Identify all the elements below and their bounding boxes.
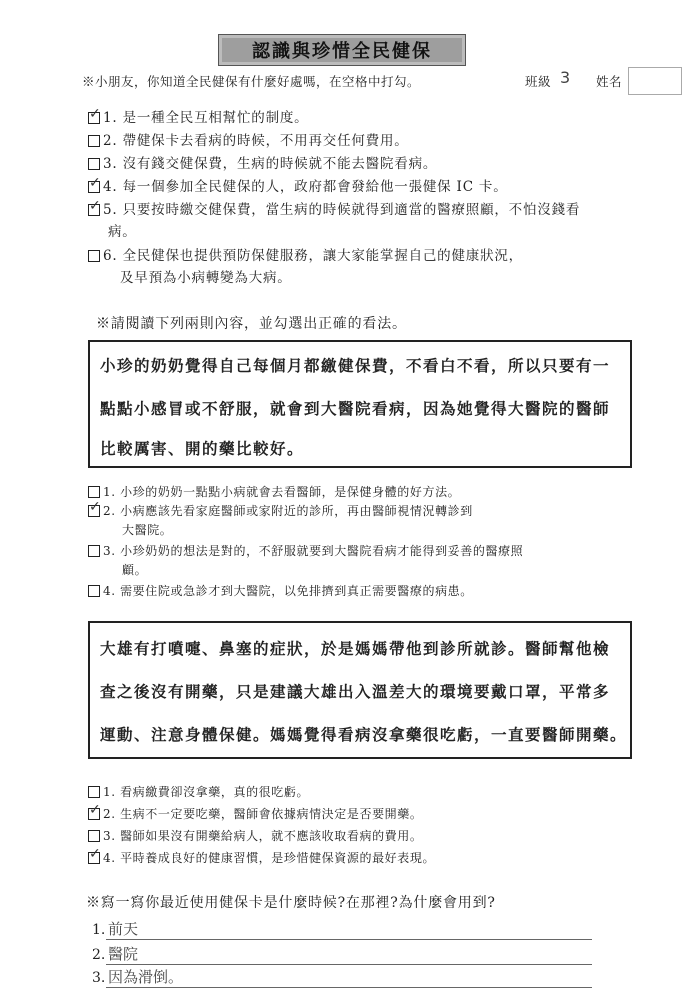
checkmark-icon: ✓ bbox=[89, 499, 102, 515]
page-title: 認識與珍惜全民健保 bbox=[218, 34, 466, 66]
instruction-text: ※小朋友，你知道全民健保有什麼好處嗎，在空格中打勾。 bbox=[82, 74, 421, 89]
p2-option-1[interactable]: 1. 看病繳費卻沒拿藥，真的很吃虧。 bbox=[88, 783, 309, 801]
p2-option-3[interactable]: 3. 醫師如果沒有開藥給病人，就不應該收取看病的費用。 bbox=[88, 827, 422, 845]
section2-instruction: ※請閱讀下列兩則內容，並勾選出正確的看法。 bbox=[96, 316, 407, 332]
p1-option-3[interactable]: 3. 小珍奶奶的想法是對的，不舒服就要到大醫院看病才能得到妥善的醫療照 bbox=[88, 542, 523, 560]
answer-number: 1. bbox=[92, 922, 106, 938]
s1-item-6[interactable]: 6. 全民健保也提供預防保健服務，讓大家能掌握自己的健康狀況， bbox=[88, 246, 523, 266]
checkbox[interactable] bbox=[88, 846, 102, 864]
checkbox[interactable] bbox=[88, 499, 102, 517]
answer-line-2[interactable] bbox=[92, 943, 592, 965]
s1-item-5-cont: 病。 bbox=[108, 224, 137, 240]
passage-2-line-2: 查之後沒有開藥，只是建議大雄出入溫差大的環境要戴口罩，平常多 bbox=[100, 682, 611, 701]
checkbox[interactable] bbox=[88, 250, 100, 262]
answer-underline bbox=[106, 964, 592, 965]
name-field[interactable] bbox=[628, 67, 682, 95]
passage-2-line-1: 大雄有打噴嚏、鼻塞的症狀，於是媽媽帶他到診所就診。醫師幫他檢 bbox=[100, 639, 611, 658]
checkmark-icon: ✓ bbox=[89, 846, 102, 862]
checkmark-icon: ✓ bbox=[89, 802, 102, 818]
answer-number: 3. bbox=[92, 970, 106, 986]
checkbox[interactable] bbox=[88, 106, 102, 124]
passage-1-line-2: 點點小感冒或不舒服，就會到大醫院看病，因為她覺得大醫院的醫師 bbox=[100, 399, 611, 418]
checkbox[interactable] bbox=[88, 198, 102, 216]
checkbox[interactable] bbox=[88, 830, 100, 842]
checkbox[interactable] bbox=[88, 486, 100, 498]
checkmark-icon: ✓ bbox=[89, 175, 102, 191]
p1-option-3-cont: 顧。 bbox=[122, 563, 148, 577]
s1-item-5[interactable]: ✓ 5. 只要按時繳交健保費，當生病的時候就得到適當的醫療照顧，不怕沒錢看 bbox=[89, 198, 581, 218]
passage-1-line-3: 比較厲害、開的藥比較好。 bbox=[100, 439, 305, 458]
passage-2-line-3: 運動、注意身體保健。媽媽覺得看病沒拿藥很吃虧，一直要醫師開藥。 bbox=[100, 725, 628, 744]
s1-item-3[interactable]: 3. 沒有錢交健保費，生病的時候就不能去醫院看病。 bbox=[88, 154, 437, 174]
p1-option-1[interactable]: 1. 小珍的奶奶一點點小病就會去看醫師，是保健身體的好方法。 bbox=[88, 483, 460, 501]
answer-text: 因為滑倒。 bbox=[108, 968, 184, 986]
answer-number: 2. bbox=[92, 947, 106, 963]
s1-item-6-cont: 及早預為小病轉變為大病。 bbox=[120, 270, 292, 286]
s1-item-4[interactable]: ✓ 4. 每一個參加全民健保的人，政府都會發給他一張健保 IC 卡。 bbox=[89, 175, 508, 195]
checkmark-icon: ✓ bbox=[89, 106, 102, 122]
answer-underline bbox=[106, 939, 592, 940]
answer-line-1[interactable] bbox=[92, 918, 592, 940]
checkbox[interactable] bbox=[88, 175, 102, 193]
passage-1-line-1: 小珍的奶奶覺得自己每個月都繳健保費，不看白不看，所以只要有一 bbox=[100, 356, 611, 375]
s1-item-2[interactable]: 2. 帶健保卡去看病的時候，不用再交任何費用。 bbox=[88, 131, 409, 151]
passage-1 bbox=[88, 340, 632, 468]
checkbox[interactable] bbox=[88, 802, 102, 820]
name-label: 姓名 bbox=[596, 74, 623, 89]
p2-option-2[interactable]: ✓ 2. 生病不一定要吃藥，醫師會依據病情決定是否要開藥。 bbox=[89, 802, 423, 821]
p1-option-4[interactable]: 4. 需要住院或急診才到大醫院，以免排擠到真正需要醫療的病患。 bbox=[88, 582, 473, 600]
checkbox[interactable] bbox=[88, 786, 100, 798]
s1-item-1[interactable]: ✓ 1. 是一種全民互相幫忙的制度。 bbox=[89, 106, 309, 126]
checkmark-icon: ✓ bbox=[89, 198, 102, 214]
checkbox[interactable] bbox=[88, 545, 100, 557]
passage-2 bbox=[88, 621, 632, 759]
answer-underline bbox=[106, 987, 592, 988]
writing-prompt: ※寫一寫你最近使用健保卡是什麼時候?在那裡?為什麼會用到? bbox=[86, 895, 496, 911]
p2-option-4[interactable]: ✓ 4. 平時養成良好的健康習慣，是珍惜健保資源的最好表現。 bbox=[89, 846, 436, 865]
answer-text: 醫院 bbox=[108, 945, 139, 963]
checkbox[interactable] bbox=[88, 585, 100, 597]
p1-option-2-cont: 大醫院。 bbox=[122, 523, 173, 537]
checkbox[interactable] bbox=[88, 135, 100, 147]
checkbox[interactable] bbox=[88, 158, 100, 170]
answer-line-3[interactable] bbox=[92, 966, 592, 988]
class-label: 班級 bbox=[525, 74, 552, 89]
p1-option-2[interactable]: ✓ 2. 小病應該先看家庭醫師或家附近的診所，再由醫師視情況轉診到 bbox=[89, 499, 473, 518]
answer-text: 前天 bbox=[108, 920, 139, 938]
class-value[interactable]: 3 bbox=[560, 68, 571, 87]
